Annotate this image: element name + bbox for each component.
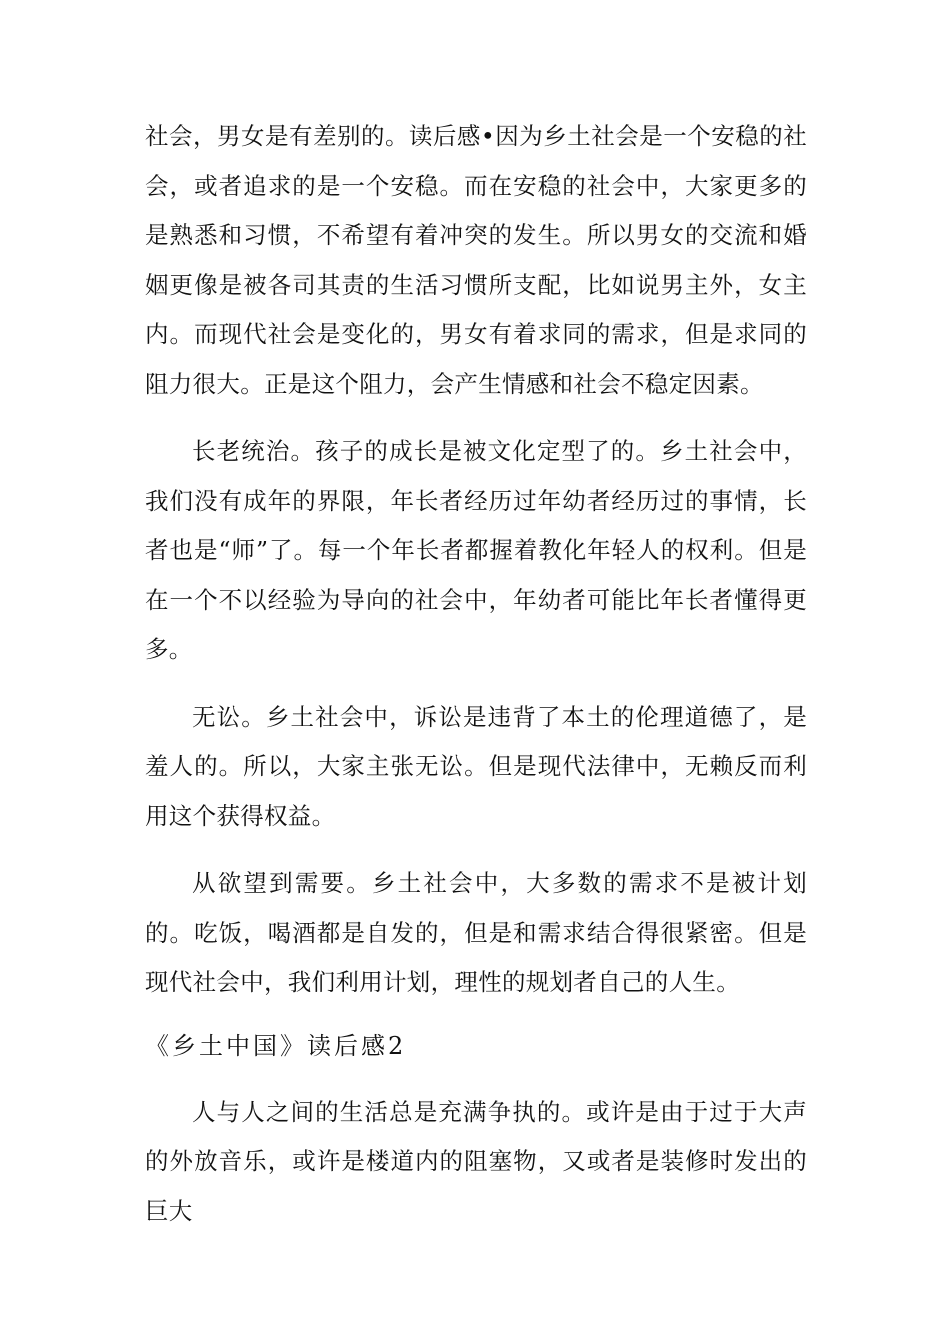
paragraph-elder-rule: 长老统治。孩子的成长是被文化定型了的。乡土社会中，我们没有成年的界限，年长者经历过年幼者经历过的事情，长者也是“师”了。每一个年长者都握着教化年轻人的权利。但是在一个不以经验为导向的社会中，年幼者可能比年长者懂得更多。 (145, 437, 807, 663)
paragraph-desire-to-need: 从欲望到需要。乡土社会中，大多数的需求不是被计划的。吃饭，喝酒都是自发的，但是和需求结合得很紧密。但是现代社会中，我们利用计划，理性的规划者自己的人生。 (145, 869, 807, 996)
paragraph-gender-differences: 社会，男女是有差别的。读后感•因为乡土社会是一个安稳的社会，或者追求的是一个安稳。而在安稳的社会中，大家更多的是熟悉和习惯，不希望有着冲突的发生。所以男女的交流和婚姻更像是被各司其责的生活习惯所支配，比如说男主外，女主内。而现代社会是变化的，男女有着求同的需求，但是求同的阻力很大。正是这个阻力，会产生情感和社会不稳定因素。 (145, 122, 807, 398)
document-body (145, 112, 807, 1254)
section-heading: 《乡土中国》读后感2 (145, 1031, 407, 1060)
paragraph-disputes: 人与人之间的生活总是充满争执的。或许是由于过于大声的外放音乐，或许是楼道内的阻塞物，又或者是装修时发出的巨大 (145, 1097, 807, 1225)
paragraph-no-litigation: 无讼。乡土社会中，诉讼是违背了本土的伦理道德了，是羞人的。所以，大家主张无讼。但是现代法律中，无赖反而利用这个获得权益。 (145, 702, 807, 830)
